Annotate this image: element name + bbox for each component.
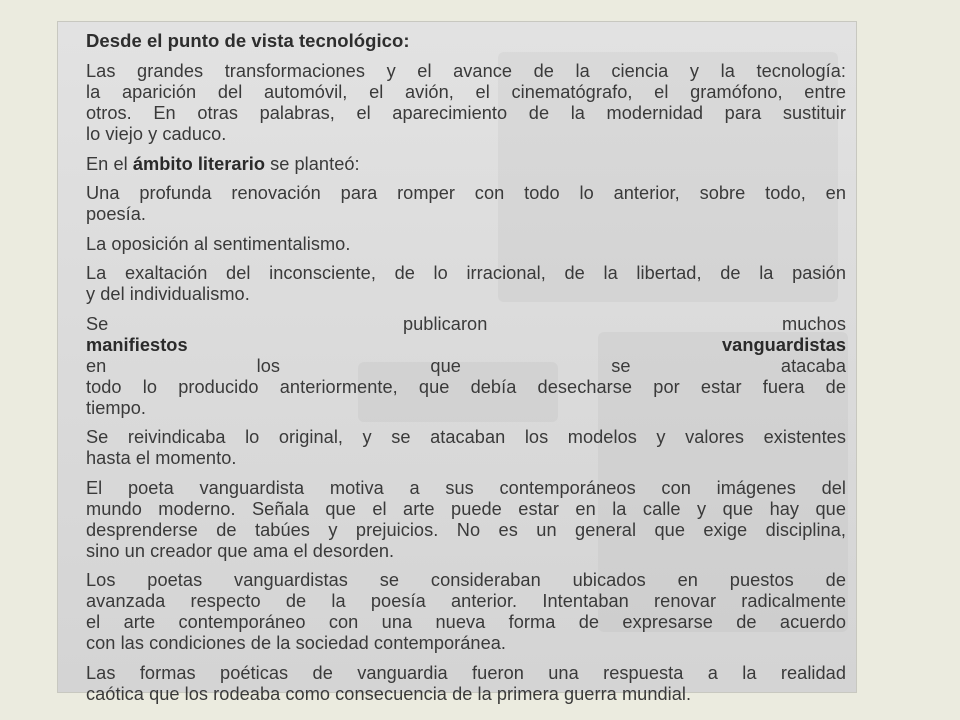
text-line	[86, 314, 846, 377]
text-line: y del individualismo.	[86, 284, 250, 304]
text-line: Las formas poéticas de vanguardia fueron una respuesta a la realidad	[86, 662, 846, 683]
paragraph-7	[86, 427, 846, 469]
scanned-page-photo	[58, 22, 856, 704]
text-line: tiempo.	[86, 397, 146, 418]
section-heading: Desde el punto de vista tecnológico:	[86, 30, 410, 51]
text-line: La exaltación del inconsciente, de lo irracional, de la libertad, de la pasión	[86, 263, 846, 283]
page-text	[86, 30, 846, 713]
paragraph-6	[86, 314, 846, 419]
text-line: la aparición del automóvil, el avión, el cinematógrafo, el gramófono, entre	[86, 82, 846, 102]
text-line: con las condiciones de la sociedad contemporánea.	[86, 633, 507, 653]
text-line: caótica que los rodeaba como consecuencia de la primera guerra mundial.	[86, 683, 692, 704]
paragraph-5	[86, 263, 846, 305]
paragraph-4	[86, 234, 846, 255]
text-line: Los poetas vanguardistas se consideraban ubicados en puestos de	[86, 570, 846, 590]
paragraph-3	[86, 183, 846, 225]
text-line: todo lo producido anteriormente, que debía desecharse por estar fuera de	[86, 376, 846, 397]
text-line: Las grandes transformaciones y el avance de la ciencia y la tecnología:	[86, 61, 846, 81]
text-line: mundo moderno. Señala que el arte puede estar en la calle y que hay que	[86, 498, 846, 519]
paragraph-9	[86, 570, 846, 654]
text-line: lo viejo y caduco.	[86, 124, 227, 144]
text-run: se planteó:	[265, 153, 360, 174]
paragraph-1	[86, 61, 846, 145]
text-run: En el	[86, 153, 133, 174]
text-line: desprenderse de tabúes y prejuicios. No es un general que exige disciplina,	[86, 519, 846, 540]
text-line: Una profunda renovación para romper con todo lo anterior, sobre todo, en	[86, 183, 846, 203]
paragraph-8	[86, 478, 846, 562]
text-run: Se publicaron muchos	[86, 313, 846, 334]
text-line: sino un creador que ama el desorden.	[86, 540, 395, 561]
text-line: El poeta vanguardista motiva a sus contemporáneos con imágenes del	[86, 477, 846, 498]
text-run: en los que se atacaba	[86, 355, 846, 376]
text-line: el arte contemporáneo con una nueva forma de expresarse de acuerdo	[86, 612, 846, 632]
text-line: otros. En otras palabras, el aparecimiento de la modernidad para sustituir	[86, 103, 846, 123]
text-line: hasta el momento.	[86, 448, 237, 468]
paragraph-10	[86, 663, 846, 705]
text-line: Se reivindicaba lo original, y se atacaban los modelos y valores existentes	[86, 427, 846, 447]
text-line: avanzada respecto de la poesía anterior. Intentaban renovar radicalmente	[86, 591, 846, 611]
text-line: La oposición al sentimentalismo.	[86, 233, 351, 254]
text-line: poesía.	[86, 204, 147, 224]
bold-term: ámbito literario	[132, 153, 265, 174]
bold-term: manifiestos vanguardistas	[86, 334, 846, 355]
paragraph-2	[86, 154, 846, 175]
